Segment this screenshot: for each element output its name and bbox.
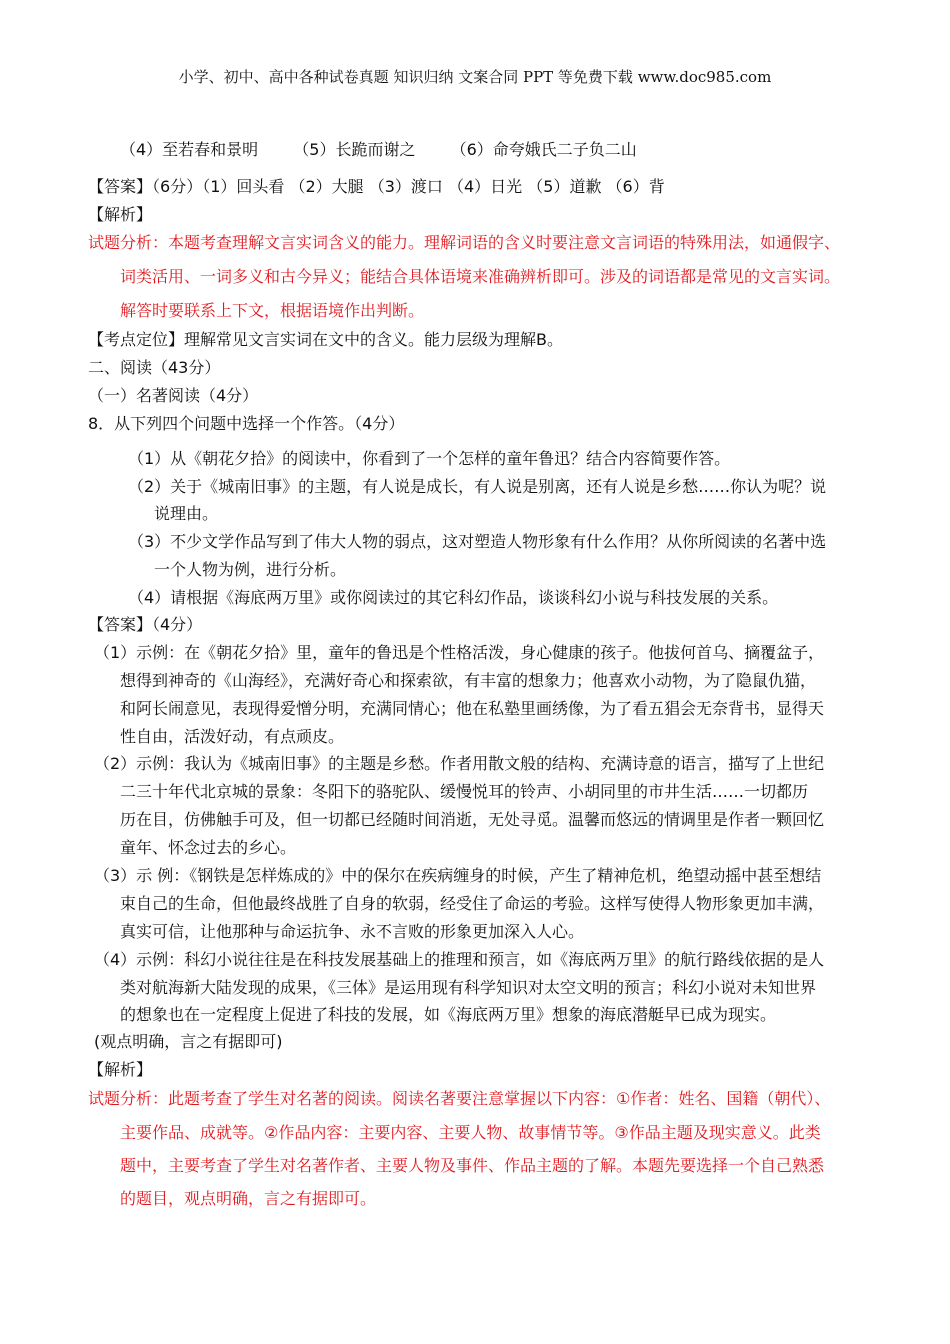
answer-line: 性自由，活泼好动，有点顽皮。: [120, 727, 345, 746]
answer-line: （4）示例：科幻小说往往是在科技发展基础上的推理和预言，如《海底两万里》的航行路线依据的是人: [94, 950, 825, 969]
answer-line: （3）示 例：《钢铁是怎样炼成的》中的保尔在疾病缠身的时候，产生了精神危机，绝望动摇中甚至想结: [94, 866, 822, 885]
answer-line: 童年、怀念过去的乡心。: [120, 838, 297, 857]
answer-line: 二三十年代北京城的景象：冬阳下的骆驼队、缓慢悦耳的铃声、小胡同里的市井生活……一切都历: [120, 782, 809, 801]
section-title: 二、阅读（43分）: [88, 358, 221, 377]
answer-line: （2）示例：我认为《城南旧事》的主题是乡愁。作者用散文般的结构、充满诗意的语言，描写了上世纪: [94, 754, 825, 773]
page-header: 小学、初中、高中各种试卷真题 知识归纳 文案合同 PPT 等免费下载 www.doc985.com: [178, 68, 772, 86]
answer-line: （1）示例：在《朝花夕拾》里，童年的鲁迅是个性格活泼，身心健康的孩子。他拔何首乌、摘覆盆子，: [94, 643, 825, 662]
q8-analysis-line: 试题分析：此题考查了学生对名著的阅读。阅读名著要注意掌握以下内容：①作者：姓名、国籍（朝代）、: [88, 1089, 831, 1108]
q7-answer: [88, 174, 665, 197]
q8-answer-label: 【答案】（4分）: [88, 615, 203, 634]
section-subtitle: （一）名著阅读（4分）: [88, 386, 259, 405]
q7-analysis-line: 试题分析：本题考查理解文言实词含义的能力。理解词语的含义时要注意文言词语的特殊用法，如通假字、: [88, 233, 841, 252]
answer-line: 和阿长闹意见，表现得爱憎分明，充满同情心；他在私塾里画绣像，为了看五猖会无奈背书，显得天: [120, 699, 825, 718]
q7-analysis-line: 词类活用、一词多义和古今异义；能结合具体语境来准确辨析即可。涉及的词语都是常见的文言实词。: [120, 267, 841, 286]
q8-analysis-line: 的题目，观点明确，言之有据即可。: [120, 1189, 377, 1208]
q8-item: 说理由。: [154, 504, 219, 523]
q8-item: 一个人物为例，进行分析。: [154, 560, 347, 579]
answer-line: 历在目，仿佛触手可及，但一切都已经随时间消逝，无处寻觅。温馨而悠远的情调里是作者一颗回忆: [120, 810, 825, 829]
q8-item: （3）不少文学作品写到了伟大人物的弱点，这对塑造人物形象有什么作用？从你所阅读的名著中选: [128, 532, 827, 551]
answer-label: 【答案】: [88, 177, 153, 196]
q7-analysis-line: 解答时要联系上下文，根据语境作出判断。: [120, 301, 425, 320]
answer-line: 类对航海新大陆发现的成果，《三体》是运用现有科学知识对太空文明的预言；科幻小说对未知世界: [120, 978, 817, 997]
answer-note: (观点明确，言之有据即可): [94, 1032, 283, 1051]
q7-item-4: （4）至若春和景明: [120, 140, 259, 159]
answer-line: 的想象也在一定程度上促进了科技的发展，如《海底两万里》想象的海底潜艇早已成为现实。: [120, 1005, 777, 1024]
q7-analysis-label: 【解析】: [88, 205, 153, 224]
q7-item-5: （5）长跪而谢之: [293, 140, 416, 159]
answer-text: （6分）（1）回头看 （2）大腿 （3）渡口 （4）日光 （5）道歉 （6）背: [152, 177, 665, 196]
q8-item: （2）关于《城南旧事》的主题，有人说是成长，有人说是别离，还有人说是乡愁……你认为呢？说: [128, 477, 827, 496]
q7-items: [120, 137, 637, 160]
q8-stem: 8．从下列四个问题中选择一个作答。（4分）: [88, 414, 405, 433]
answer-line: 束自己的生命，但他最终战胜了自身的软弱，经受住了命运的考验。这样写使得人物形象更加丰满，: [120, 894, 825, 913]
q8-analysis-line: 题中，主要考查了学生对名著作者、主要人物及事件、作品主题的了解。本题先要选择一个自己熟悉: [120, 1156, 825, 1175]
q8-item: （4）请根据《海底两万里》或你阅读过的其它科幻作品，谈谈科幻小说与科技发展的关系。: [128, 588, 779, 607]
q8-analysis-line: 主要作品、成就等。②作品内容：主要内容、主要人物、故事情节等。③作品主题及现实意义。此类: [120, 1123, 821, 1142]
answer-line: 想得到神奇的《山海经》，充满好奇心和探索欲，有丰富的想象力；他喜欢小动物，为了隐鼠仇猫，: [120, 671, 817, 690]
q7-item-6: （6）命夸娥氏二子负二山: [450, 140, 637, 159]
q8-item: （1）从《朝花夕拾》的阅读中，你看到了一个怎样的童年鲁迅？结合内容简要作答。: [128, 449, 731, 468]
q8-analysis-label: 【解析】: [88, 1060, 153, 1079]
answer-line: 真实可信，让他那种与命运抗争、永不言败的形象更加深入人心。: [120, 922, 585, 941]
q7-kaodian: 【考点定位】理解常见文言实词在文中的含义。能力层级为理解B。: [88, 330, 563, 349]
